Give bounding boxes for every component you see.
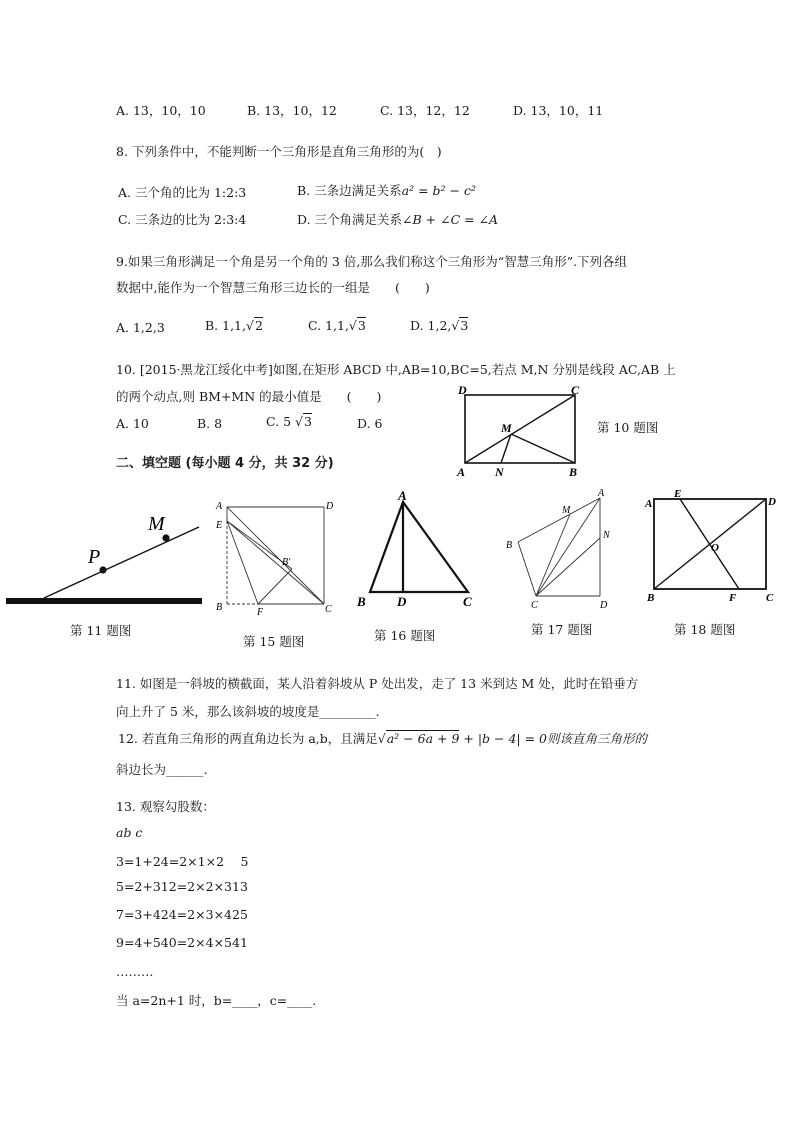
fig18-label-o: O (711, 542, 719, 554)
fig11-label-p: P (88, 546, 101, 568)
q7-option-d: D. 13，10，11 (513, 103, 604, 118)
q13-last-line: 当 a=2n+1 时，b=____，c=____. (116, 993, 317, 1008)
fig17-label-b: B (506, 540, 513, 551)
fig16-label-d: D (397, 594, 407, 609)
q10-option-c: C. 5 √3 (266, 414, 312, 429)
fig15-label-f: F (257, 607, 264, 617)
fig16-label-b: B (357, 594, 366, 609)
fig16 (352, 488, 482, 613)
q8-option-d (297, 210, 498, 228)
q9-line1: 9.如果三角形满足一个角是另一个角的 3 倍,那么我们称这个三角形为“智慧三角形”.下列各组 (116, 254, 628, 269)
fig15-label-bprime: B′ (282, 557, 291, 568)
fig18-label-a: A (645, 498, 653, 510)
q7-option-c: C. 13，12，12 (380, 103, 470, 118)
q10-option-c-radicand: 3 (303, 414, 312, 429)
fig18-caption: 第 18 题图 (674, 622, 736, 637)
fig15-label-d: D (326, 501, 334, 512)
fig11-point-p (99, 566, 106, 573)
fig16-caption: 第 16 题图 (374, 628, 436, 643)
section-2-title: 二、填空题 (每小题 4 分，共 32 分) (116, 456, 334, 471)
q10-option-c-text: C. 5 (266, 414, 292, 429)
fig15-caption: 第 15 题图 (243, 634, 305, 649)
q8-option-a: A. 三个角的比为 1:2:3 (118, 185, 247, 200)
q9-option-c-radicand: 3 (357, 318, 366, 333)
fig15-label-b: B (216, 602, 223, 613)
fig18-label-b: B (647, 592, 655, 604)
fig11 (4, 505, 204, 610)
q8-option-d-text: D. 三个角满足关系 (297, 212, 403, 227)
q9-option-b: B. 1,1,√2 (205, 318, 263, 333)
q9-option-b-radicand: 2 (254, 318, 263, 333)
fig16-label-a: A (398, 488, 407, 503)
q9-option-c-text: C. 1,1, (308, 318, 349, 333)
q13-header: ab c (116, 825, 143, 840)
q10-option-d: D. 6 (357, 416, 383, 431)
q10-figure (455, 380, 585, 480)
fig18 (642, 485, 782, 610)
q13-title: 13. 观察勾股数： (116, 799, 215, 814)
q11-line2: 向上升了 5 米，那么该斜坡的坡度是_________. (116, 704, 380, 719)
fig18-label-f: F (729, 592, 737, 604)
fig17-label-n: N (603, 530, 610, 541)
q10-label-d: D (458, 383, 467, 397)
q12-radicand: a² − 6a + 9 (386, 731, 460, 746)
q10-label-c: C (571, 383, 580, 397)
fig18-label-e: E (674, 488, 682, 500)
q12-line1-tail: + |b − 4| = 0则该直角三角形的 (463, 731, 648, 746)
q13-ellipsis: ……… (116, 964, 154, 979)
q8-option-b-formula: a² = b² − c² (401, 183, 476, 198)
q9-option-a: A. 1,2,3 (116, 320, 165, 335)
q9-line2: 数据中,能作为一个智慧三角形三边长的一组是 ( ) (116, 280, 430, 295)
q12-line1-text: 12. 若直角三角形的两直角边长为 a,b，且满足 (118, 731, 378, 746)
q8-option-b (297, 181, 476, 199)
q10-label-a: A (457, 465, 466, 479)
q10-line2: 的两个动点,则 BM+MN 的最小值是 ( ) (116, 389, 382, 404)
q10-label-b: B (569, 465, 578, 479)
fig11-caption: 第 11 题图 (70, 623, 132, 638)
fig17-label-m: M (562, 505, 571, 516)
q9-option-d: D. 1,2,√3 (410, 318, 469, 333)
fig17 (500, 484, 625, 614)
q7-option-b: B. 13，10，12 (247, 103, 337, 118)
q10-option-a: A. 10 (116, 416, 149, 431)
q10-option-b: B. 8 (197, 416, 223, 431)
q11-line1: 11. 如图是一斜坡的横截面，某人沿着斜坡从 P 处出发，走了 13 米到达 M 处，此时在铅垂方 (116, 676, 639, 691)
q13-row-2: 5=2+312=2×2×313 (116, 879, 248, 894)
fig15-label-e: E (216, 520, 223, 531)
q13-row-4: 9=4+540=2×4×541 (116, 935, 248, 950)
fig15-label-c: C (325, 604, 332, 615)
fig17-caption: 第 17 题图 (531, 622, 593, 637)
q8-stem: 8. 下列条件中，不能判断一个三角形是直角三角形的为( ) (116, 144, 442, 159)
fig18-label-c: C (766, 592, 774, 604)
q9-option-c: C. 1,1,√3 (308, 318, 366, 333)
q9-option-b-text: B. 1,1, (205, 318, 246, 333)
fig15-label-a: A (216, 501, 223, 512)
q9-option-d-radicand: 3 (460, 318, 469, 333)
fig15 (212, 497, 342, 617)
q10-label-n: N (495, 465, 504, 479)
fig11-label-m: M (148, 513, 165, 535)
fig16-label-c: C (463, 594, 472, 609)
q8-option-b-text: B. 三条边满足关系 (297, 183, 402, 198)
fig11-point-m (162, 534, 169, 541)
q10-label-m: M (501, 421, 512, 435)
q9-option-d-text: D. 1,2, (410, 318, 452, 333)
q8-option-d-formula: ∠B + ∠C = ∠A (402, 212, 499, 227)
q13-row-3: 7=3+424=2×3×425 (116, 907, 248, 922)
q10-caption: 第 10 题图 (597, 420, 659, 435)
fig17-label-d: D (600, 600, 608, 611)
fig17-label-a: A (598, 488, 605, 499)
fig18-label-d: D (768, 496, 776, 508)
q12-line1: 12. 若直角三角形的两直角边长为 a,b，且满足√a² − 6a + 9 + |b − 4| = 0则该直角三角形的 (118, 731, 648, 746)
q8-option-c: C. 三条边的比为 2:3:4 (118, 212, 247, 227)
q12-line2: 斜边长为______. (116, 762, 208, 777)
fig17-label-c: C (531, 600, 538, 611)
q13-row-1: 3=1+24=2×1×2 5 (116, 854, 249, 869)
q7-option-a: A. 13，10，10 (116, 103, 206, 118)
q10-line1: 10. [2015·黑龙江绥化中考]如图,在矩形 ABCD 中,AB=10,BC=5,若点 M,N 分别是线段 AC,AB 上 (116, 362, 676, 377)
